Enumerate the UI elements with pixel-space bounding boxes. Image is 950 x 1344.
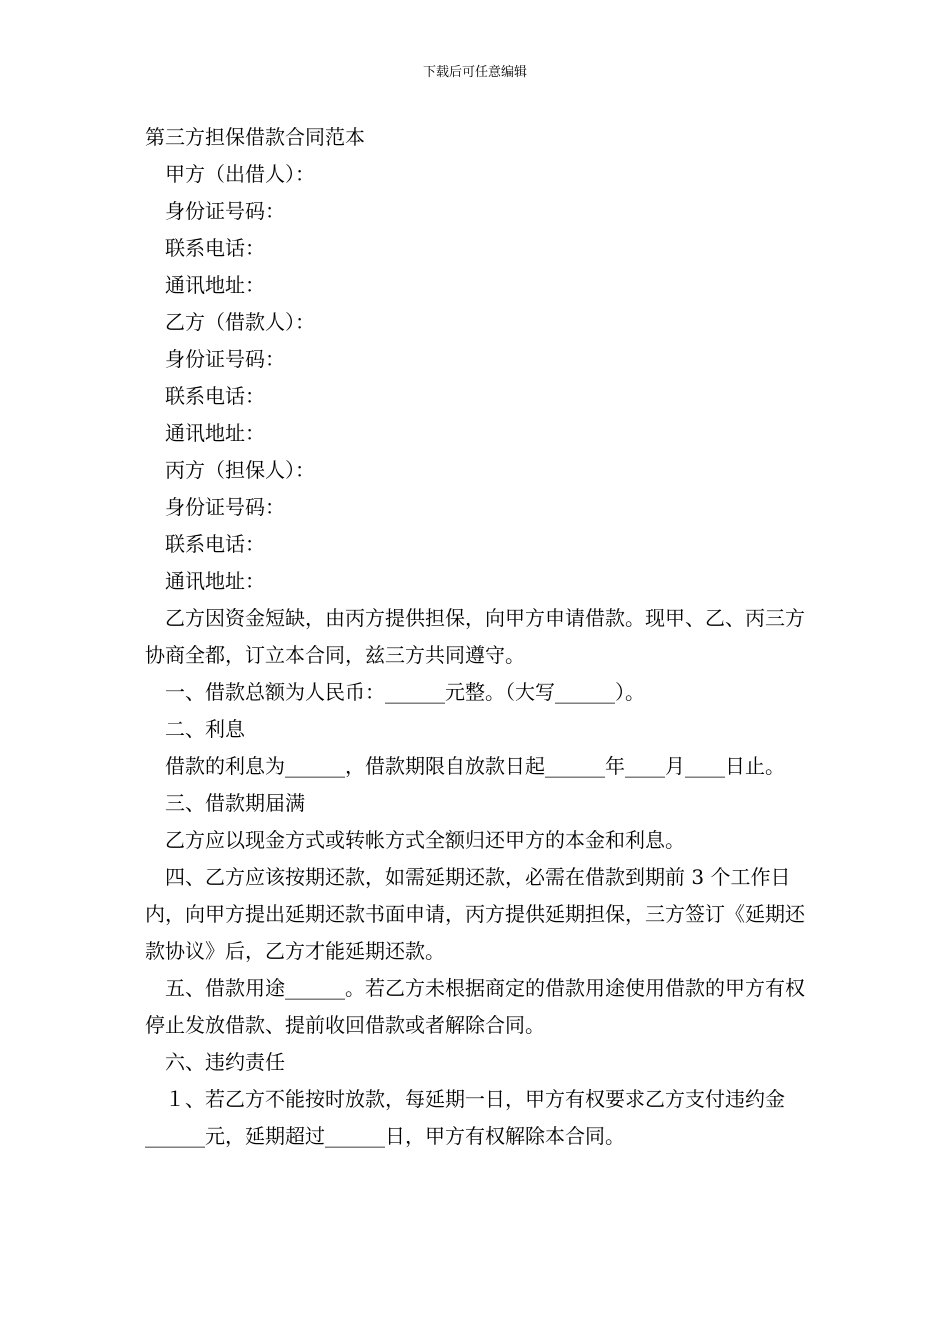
party-name: 甲方（出借人）： [165, 162, 315, 186]
party-name: 乙方（借款人）： [165, 310, 315, 334]
clause-breach-1: １、若乙方不能按时放款，每延期一日，甲方有权要求乙方支付违约金______元，延期超过______日，甲方有权解除本合同。 [145, 1087, 785, 1148]
clause-term-text: 乙方应以现金方式或转帐方式全额归还甲方的本金和利息。 [165, 828, 685, 852]
phone-field: 联系电话： [165, 532, 265, 556]
phone-field: 联系电话： [165, 236, 265, 260]
clause-amount: 一、借款总额为人民币：______元整。（大写______）。 [165, 680, 645, 704]
party-name: 丙方（担保人）： [165, 458, 315, 482]
clause-breach-heading: 六、违约责任 [165, 1050, 285, 1074]
phone-field: 联系电话： [165, 384, 265, 408]
id-number-field: 身份证号码： [165, 495, 285, 519]
clause-interest-heading: 二、利息 [165, 717, 245, 741]
document-body [145, 119, 820, 1155]
id-number-field: 身份证号码： [165, 347, 285, 371]
party-block-lender [145, 156, 820, 304]
id-number-field: 身份证号码： [165, 199, 285, 223]
party-block-borrower [145, 304, 820, 452]
clause-extension: 四、乙方应该按期还款，如需延期还款，必需在借款到期前 3 个工作日内，向甲方提出延期还款书面申请，丙方提供延期担保，三方签订《延期还款协议》后，乙方才能延期还款。 [145, 865, 805, 963]
page-header: 下载后可任意编辑 [422, 65, 527, 80]
document-title: 第三方担保借款合同范本 [145, 125, 365, 149]
address-field: 通讯地址： [165, 421, 265, 445]
clause-purpose: 五、借款用途______。若乙方未根据商定的借款用途使用借款的甲方有权停止发放借款、提前收回借款或者解除合同。 [145, 976, 805, 1037]
party-block-guarantor [145, 452, 820, 600]
clause-term-heading: 三、借款期届满 [165, 791, 305, 815]
address-field: 通讯地址： [165, 273, 265, 297]
address-field: 通讯地址： [165, 569, 265, 593]
clause-interest-text: 借款的利息为______，借款期限自放款日起______年____月____日止。 [165, 754, 785, 778]
intro-paragraph: 乙方因资金短缺，由丙方提供担保，向甲方申请借款。现甲、乙、丙三方协商全都，订立本合同，兹三方共同遵守。 [145, 606, 805, 667]
